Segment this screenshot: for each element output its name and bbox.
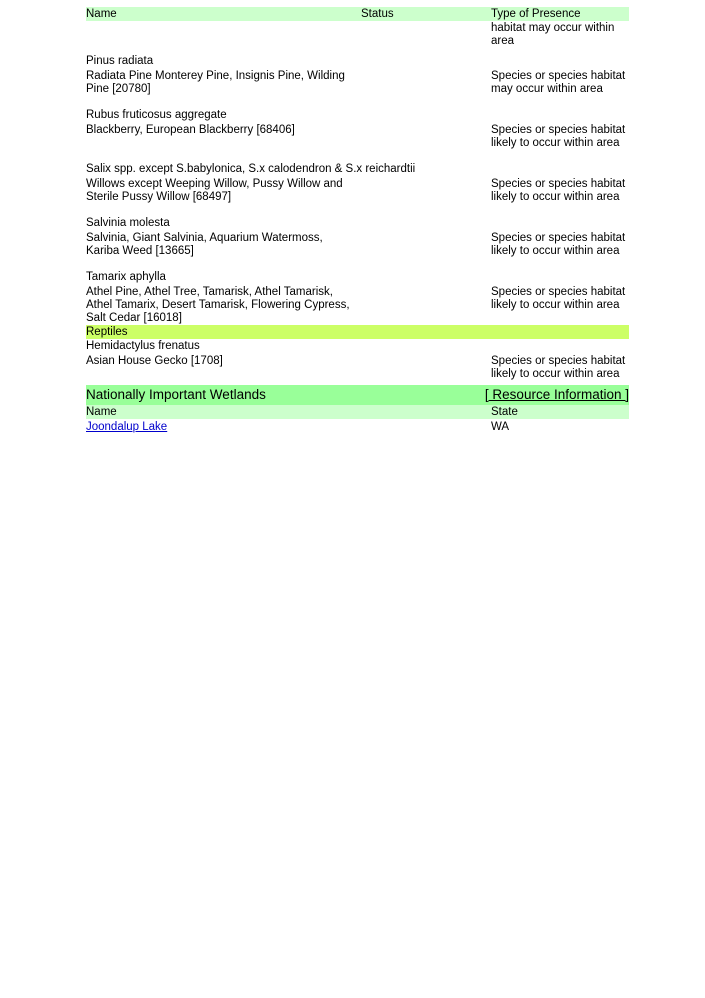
header-status: Status xyxy=(361,8,394,20)
species-common-name: Asian House Gecko [1708] xyxy=(86,355,223,367)
species-presence: Species or species habitat likely to occur within area xyxy=(491,232,626,257)
species-row xyxy=(86,286,629,325)
continued-presence: habitat may occur within area xyxy=(491,22,615,47)
species-table xyxy=(86,7,629,434)
species-scientific-name: Rubus fruticosus aggregate xyxy=(86,109,227,121)
species-scientific-name: Salvinia molesta xyxy=(86,217,170,229)
species-presence: Species or species habitat likely to occur within area xyxy=(491,178,626,203)
header-type-of-presence: Type of Presence xyxy=(491,8,581,20)
species-row xyxy=(86,355,629,380)
wetland-link[interactable]: Joondalup Lake xyxy=(86,421,168,433)
wetlands-table-header xyxy=(86,405,629,419)
species-presence: Species or species habitat likely to occur within area xyxy=(491,286,626,311)
wetlands-header-name: Name xyxy=(86,406,117,418)
species-common-name: Willows except Weeping Willow, Pussy Willow and Sterile Pussy Willow [68497] xyxy=(86,178,343,203)
wetland-state: WA xyxy=(491,421,510,433)
table-header xyxy=(86,7,629,21)
species-scientific-name: Pinus radiata xyxy=(86,55,154,67)
species-presence: Species or species habitat may occur within area xyxy=(491,70,626,95)
species-presence: Species or species habitat likely to occur within area xyxy=(491,124,626,149)
resource-information-link[interactable]: [ Resource Information ] xyxy=(484,387,629,402)
species-common-name: Athel Pine, Athel Tree, Tamarisk, Athel Tamarisk, Athel Tamarix, Desert Tamarisk, Flowering Cypress, Salt Cedar [16018] xyxy=(86,286,350,324)
header-name: Name xyxy=(86,8,117,20)
section-reptiles: Reptiles xyxy=(86,325,629,339)
species-row xyxy=(86,232,629,258)
species-common-name: Salvinia, Giant Salvinia, Aquarium Watermoss, Kariba Weed [13665] xyxy=(86,232,323,257)
species-row xyxy=(86,178,629,204)
species-presence: Species or species habitat likely to occur within area xyxy=(491,355,626,380)
wetland-row xyxy=(86,420,629,434)
species-common-name: Radiata Pine Monterey Pine, Insignis Pine, Wilding Pine [20780] xyxy=(86,70,345,95)
species-common-name: Blackberry, European Blackberry [68406] xyxy=(86,124,295,136)
species-scientific-name: Hemidactylus frenatus xyxy=(86,340,200,352)
species-scientific-name: Tamarix aphylla xyxy=(86,271,166,283)
wetlands-section-header xyxy=(86,385,629,405)
species-row xyxy=(86,124,629,149)
wetlands-title: Nationally Important Wetlands xyxy=(86,387,266,402)
species-row xyxy=(86,70,629,96)
species-scientific-name: Salix spp. except S.babylonica, S.x calodendron & S.x reichardtii xyxy=(86,163,416,175)
wetlands-header-state: State xyxy=(491,406,518,418)
